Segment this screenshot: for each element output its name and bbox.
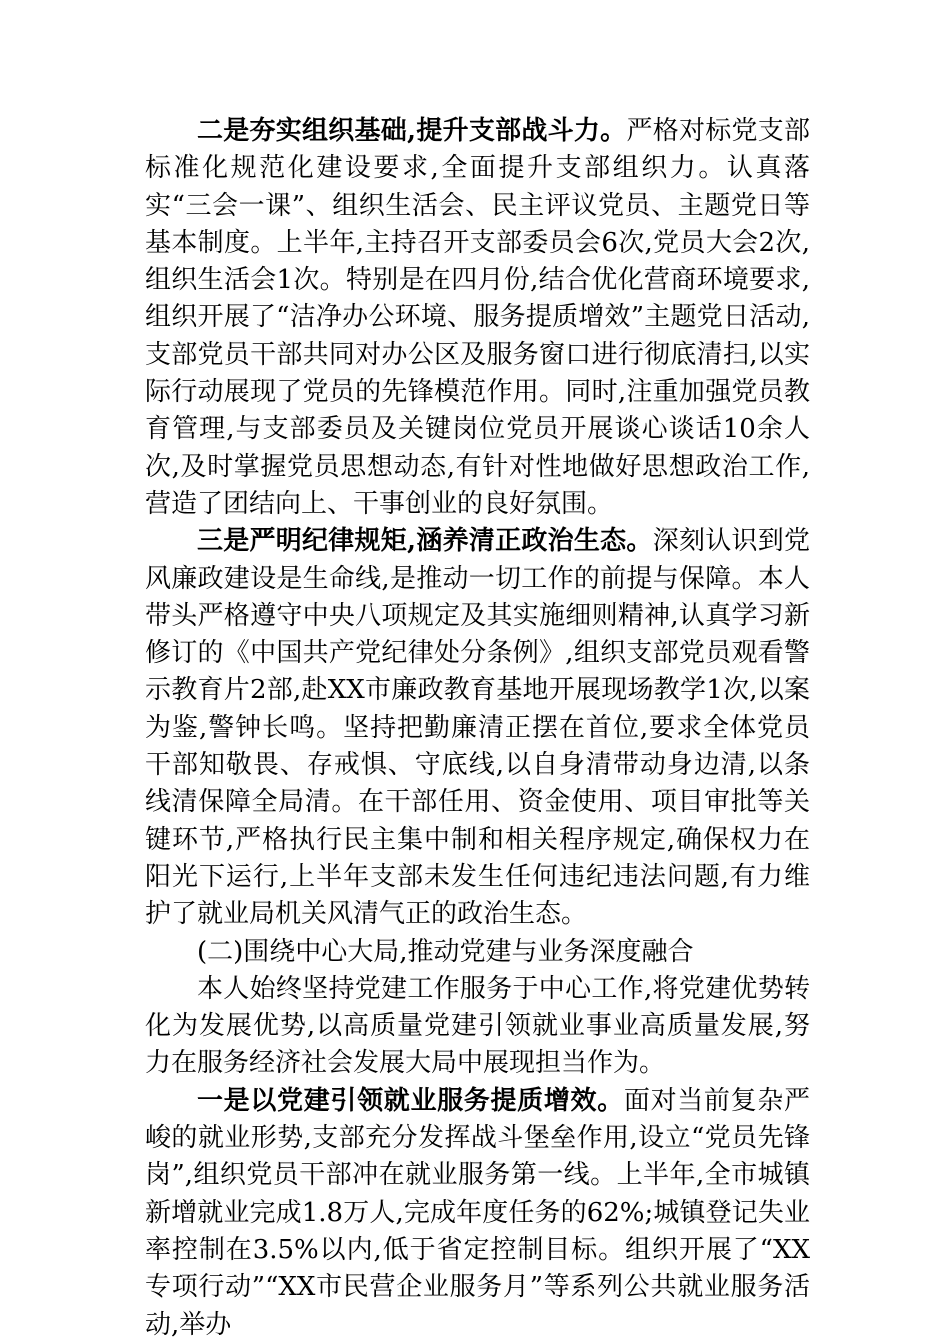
- paragraph-text: 面对当前复杂严峻的就业形势,支部充分发挥战斗堡垒作用,设立“党员先锋岗”,组织党员干部冲在就业服务第一线。上半年,全市城镇新增就业完成1.8万人,完成年度任务的62%;城镇登记失业率控制在3.5%以内,低于省定控制目标。组织开展了“XX专项行动”“XX市民营企业服务月”等系列公共就业服务活动,举办: [145, 1085, 810, 1340]
- paragraph-heading: 一是以党建引领就业服务提质增效。: [197, 1085, 624, 1116]
- paragraph-text: 深刻认识到党风廉政建设是生命线,是推动一切工作的前提与保障。本人带头严格遵守中央八项规定及其实施细则精神,认真学习新修订的《中国共产党纪律处分条例》,组织支部党员观看警示教育片2部,赴XX市廉政教育基地开展现场教学1次,以案为鉴,警钟长鸣。坚持把勤廉清正摆在首位,要求全体党员干部知敬畏、存戒惧、守底线,以自身清带动身边清,以条线清保障全局清。在干部任用、资金使用、项目审批等关键环节,严格执行民主集中制和相关程序规定,确保权力在阳光下运行,上半年支部未发生任何违纪违法问题,有力维护了就业局机关风清气正的政治生态。: [145, 526, 810, 930]
- paragraph-employment: [145, 1083, 810, 1344]
- section-heading: [145, 934, 810, 971]
- paragraph-heading: 二是夯实组织基础,提升支部战斗力。: [197, 116, 627, 146]
- paragraph-text: 严格对标党支部标准化规范化建设要求,全面提升支部组织力。认真落实“三会一课”、组织生活会、民主评议党员、主题党日等基本制度。上半年,主持召开支部委员会6次,党员大会2次,组织生活会1次。特别是在四月份,结合优化营商环境要求,组织开展了“洁净办公环境、服务提质增效”主题党日活动,支部党员干部共同对办公区及服务窗口进行彻底清扫,以实际行动展现了党员的先锋模范作用。同时,注重加强党员教育管理,与支部委员及关键岗位党员开展谈心谈话10余人次,及时掌握党员思想动态,有针对性地做好思想政治工作,营造了团结向上、干事创业的良好氛围。: [145, 116, 810, 519]
- paragraph-heading: 三是严明纪律规矩,涵养清正政治生态。: [197, 526, 653, 557]
- paragraph-intro: [145, 971, 810, 1083]
- paragraph-discipline: [145, 523, 810, 933]
- document-body: [145, 113, 810, 1344]
- section-heading-text: (二)围绕中心大局,推动党建与业务深度融合: [197, 936, 694, 967]
- paragraph-organization: [145, 113, 810, 523]
- paragraph-text: 本人始终坚持党建工作服务于中心工作,将党建优势转化为发展优势,以高质量党建引领就业事业高质量发展,努力在服务经济社会发展大局中展现担当作为。: [145, 973, 810, 1079]
